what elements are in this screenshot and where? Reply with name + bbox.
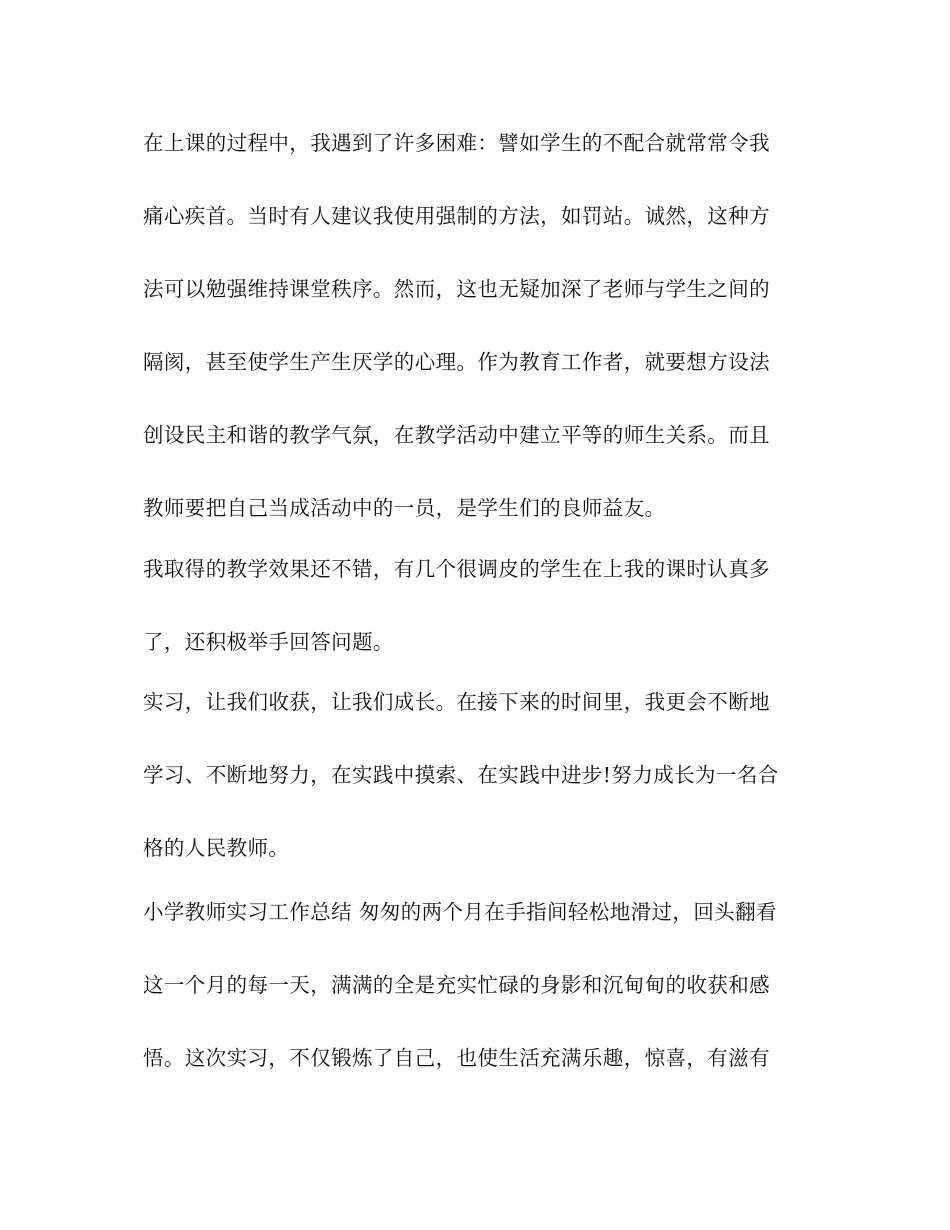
text-line: 这一个月的每一天，满满的全是充实忙碌的身影和沉甸甸的收获和感 (143, 973, 770, 997)
text-line: 悟。这次实习，不仅锻炼了自己，也使生活充满乐趣，惊喜，有滋有 (143, 1046, 770, 1070)
text-line: 在上课的过程中，我遇到了许多困难：譬如学生的不配合就常常令我 (143, 131, 770, 155)
text-line: 法可以勉强维持课堂秩序。然而，这也无疑加深了老师与学生之间的 (143, 277, 770, 301)
text-line: 隔阂，甚至使学生产生厌学的心理。作为教育工作者，就要想方设法 (143, 350, 770, 374)
text-line: 了，还积极举手回答问题。 (143, 630, 394, 654)
text-line: 实习，让我们收获，让我们成长。在接下来的时间里，我更会不断地 (143, 690, 770, 714)
text-line: 小学教师实习工作总结 匆匆的两个月在手指间轻松地滑过，回头翻看 (143, 900, 777, 924)
text-line: 格的人民教师。 (143, 836, 290, 860)
text-line: 痛心疾首。当时有人建议我使用强制的方法，如罚站。诚然，这种方 (143, 204, 770, 228)
text-line: 教师要把自己当成活动中的一员，是学生们的良师益友。 (143, 496, 666, 520)
text-line: 创设民主和谐的教学气氛，在教学活动中建立平等的师生关系。而且 (143, 423, 770, 447)
text-line: 学习、不断地努力，在实践中摸索、在实践中进步!努力成长为一名合 (143, 763, 779, 787)
text-line: 我取得的教学效果还不错，有几个很调皮的学生在上我的课时认真多 (143, 557, 770, 581)
